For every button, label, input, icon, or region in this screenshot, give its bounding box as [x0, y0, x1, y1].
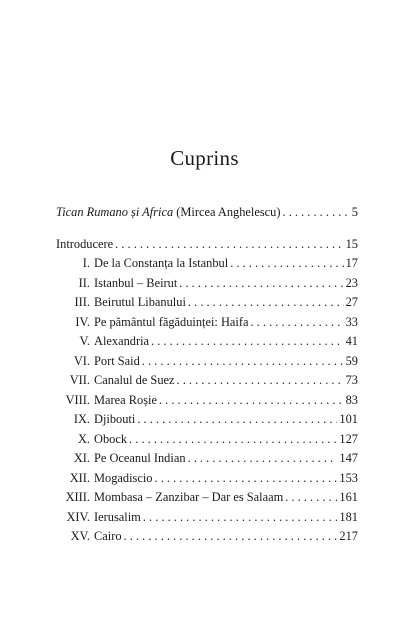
toc-entry-label: Canalul de Suez	[94, 373, 175, 387]
toc-leader-dots	[188, 293, 344, 313]
toc-leader-dots	[159, 391, 344, 411]
table-of-contents	[56, 203, 358, 547]
toc-page-number: 101	[339, 412, 358, 426]
toc-entry-label: Alexandria	[94, 334, 150, 348]
toc-entry-label: Beirutul Libanului	[94, 295, 186, 309]
toc-page-number: 181	[339, 509, 358, 524]
toc-entry-label-author: (Mircea Anghelescu)	[173, 205, 281, 219]
toc-leader-dots	[230, 254, 343, 274]
toc-entry-label: Mombasa – Zanzibar – Dar es Salaam	[94, 490, 284, 504]
toc-page-number: 41	[345, 334, 358, 348]
toc-page-number: 23	[345, 275, 358, 290]
toc-leader-dots	[179, 274, 343, 294]
toc-chapter-number: XII.	[69, 470, 90, 485]
toc-chapter-number: XI.	[73, 451, 90, 465]
toc-entry-chapter	[56, 410, 358, 430]
toc-chapter-number: IV.	[75, 314, 90, 329]
toc-entry-chapter	[56, 391, 358, 411]
toc-entry-label: Cairo	[94, 529, 122, 543]
toc-entry-chapter	[56, 469, 358, 489]
toc-entry-chapter	[56, 449, 358, 469]
toc-page-number: 161	[339, 490, 358, 504]
toc-chapter-list	[56, 254, 358, 547]
toc-entry-label: Pe Oceanul Indian	[94, 451, 186, 465]
toc-chapter-number: V.	[79, 334, 90, 348]
toc-leader-dots	[177, 371, 344, 391]
toc-leader-dots	[155, 469, 338, 489]
toc-leader-dots	[285, 488, 337, 508]
toc-chapter-number: VI.	[73, 353, 90, 368]
toc-leader-dots	[188, 449, 338, 469]
toc-entry-label: Marea Roșie	[94, 392, 157, 407]
toc-entry-chapter	[56, 508, 358, 528]
toc-entry-chapter	[56, 313, 358, 333]
toc-entry-label: Ierusalim	[94, 509, 141, 524]
toc-page-number: 15	[345, 236, 358, 251]
toc-entry-label: Obock	[94, 431, 128, 446]
toc-leader-dots	[137, 410, 337, 430]
toc-entry-label: Introducere	[56, 236, 114, 251]
toc-page-number: 5	[351, 205, 358, 219]
toc-page-number: 27	[345, 295, 358, 309]
toc-chapter-number: I.	[82, 256, 90, 270]
toc-leader-dots	[143, 508, 338, 528]
toc-chapter-number: VIII.	[65, 392, 90, 407]
toc-entry-chapter	[56, 274, 358, 294]
toc-page-number: 127	[339, 431, 358, 446]
toc-entry-label: Mogadiscio	[94, 470, 153, 485]
toc-entry-chapter	[56, 488, 358, 508]
toc-page-number: 17	[345, 256, 358, 270]
toc-entry-chapter	[56, 527, 358, 547]
toc-chapter-number: IX.	[73, 412, 90, 426]
toc-entry-label: Djibouti	[94, 412, 136, 426]
toc-entry-label-italic: Tican Rumano și Africa	[56, 205, 174, 219]
toc-entry-label: Port Said	[94, 353, 140, 368]
toc-chapter-number: XIII.	[65, 490, 90, 504]
toc-chapter-number: XIV.	[66, 509, 90, 524]
toc-page-number: 73	[345, 373, 358, 387]
toc-entry-chapter	[56, 352, 358, 372]
toc-leader-dots	[283, 203, 350, 223]
toc-leader-dots	[124, 527, 338, 547]
toc-entry-preface	[56, 203, 358, 223]
toc-page-number: 147	[339, 451, 358, 465]
toc-chapter-number: II.	[78, 275, 90, 290]
toc-page-number: 33	[345, 314, 358, 329]
toc-entry-chapter	[56, 254, 358, 274]
toc-chapter-number: XV.	[70, 529, 90, 543]
toc-leader-dots	[142, 352, 344, 372]
toc-leader-dots	[115, 235, 344, 255]
toc-entry-label: De la Constanța la Istanbul	[94, 256, 229, 270]
toc-entry-chapter	[56, 293, 358, 313]
toc-entry-introduction	[56, 235, 358, 255]
toc-page-number: 217	[339, 529, 358, 543]
toc-leader-dots	[151, 332, 344, 352]
toc-chapter-number: VII.	[69, 373, 90, 387]
page-title: Cuprins	[170, 146, 239, 170]
toc-entry-chapter	[56, 430, 358, 450]
toc-leader-dots	[129, 430, 337, 450]
toc-chapter-number: X.	[77, 431, 90, 446]
toc-page-number: 83	[345, 392, 358, 407]
toc-page-number: 59	[345, 353, 358, 368]
toc-chapter-number: III.	[74, 295, 90, 309]
toc-entry-chapter	[56, 332, 358, 352]
toc-page-number: 153	[339, 470, 358, 485]
toc-entry-chapter	[56, 371, 358, 391]
toc-entry-label: Istanbul – Beirut	[94, 275, 178, 290]
toc-entry-label	[56, 203, 281, 223]
toc-leader-dots	[250, 313, 343, 333]
toc-entry-label: Pe pământul făgăduinței: Haifa	[94, 314, 249, 329]
